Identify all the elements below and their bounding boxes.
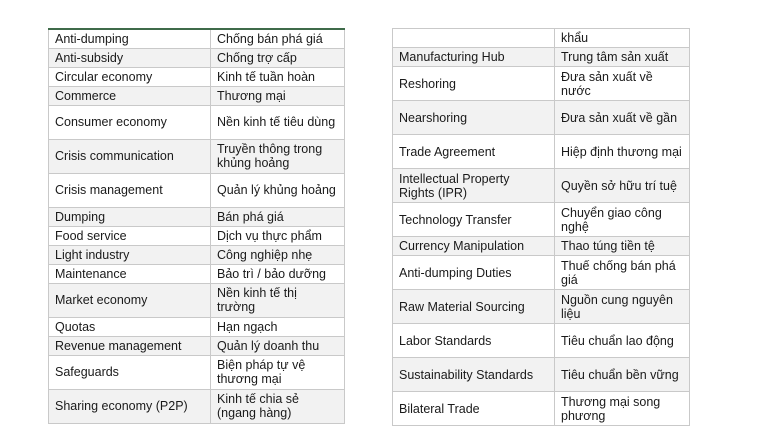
table-row [49,389,345,423]
term-vi: Kinh tế tuần hoàn [211,67,345,86]
table-row [49,86,345,105]
table-row [393,290,690,324]
term-en: Technology Transfer [393,203,555,237]
term-en: Market economy [49,283,211,317]
term-vi: khẩu [555,29,690,48]
term-en [393,29,555,48]
term-en: Crisis management [49,173,211,207]
term-vi: Biện pháp tự vệ thương mại [211,355,345,389]
term-en: Currency Manipulation [393,237,555,256]
term-en: Commerce [49,86,211,105]
term-vi: Nguồn cung nguyên liệu [555,290,690,324]
term-vi: Đưa sản xuất về gần [555,101,690,135]
table-row [393,358,690,392]
term-vi: Thao túng tiền tệ [555,237,690,256]
term-en: Trade Agreement [393,135,555,169]
table-row [49,317,345,336]
table-row [393,392,690,426]
term-en: Nearshoring [393,101,555,135]
term-vi: Quyền sở hữu trí tuệ [555,169,690,203]
table-row [49,283,345,317]
term-vi-text: Kinh tế chia sẻ (ngang hàng) [217,392,299,420]
table-row [49,105,345,139]
table-row [49,336,345,355]
term-en: Anti-dumping [49,29,211,48]
term-vi: Chuyển giao công nghệ [555,203,690,237]
term-vi: Hạn ngạch [211,317,345,336]
table-row [49,226,345,245]
term-vi: Tiêu chuẩn bền vững [555,358,690,392]
table-row [49,173,345,207]
glossary-table-left [48,28,345,424]
term-vi [555,392,690,426]
term-vi-text: Thương mại song phương [561,394,661,423]
term-en: Raw Material Sourcing [393,290,555,324]
term-vi: Đưa sản xuất về nước [555,67,690,101]
term-vi: Tiêu chuẩn lao động [555,324,690,358]
table-row [49,67,345,86]
table-row [393,135,690,169]
term-en: Reshoring [393,67,555,101]
table-row [393,256,690,290]
term-en: Quotas [49,317,211,336]
term-en: Crisis communication [49,139,211,173]
term-vi: Truyền thông trong khủng hoảng [211,139,345,173]
table-row [393,101,690,135]
term-en: Sustainability Standards [393,358,555,392]
term-vi: Bán phá giá [211,207,345,226]
term-vi: Chống bán phá giá [211,29,345,48]
table-row [393,169,690,203]
table-row [393,237,690,256]
table-row [49,139,345,173]
term-en: Intellectual Property Rights (IPR) [393,169,555,203]
term-en: Anti-subsidy [49,48,211,67]
term-vi: Công nghiệp nhẹ [211,245,345,264]
glossary-table-right [392,28,690,426]
table-row [49,264,345,283]
term-vi: Nền kinh tế thị trường [211,283,345,317]
term-vi: Dịch vụ thực phẩm [211,226,345,245]
term-en: Bilateral Trade [393,392,555,426]
term-en: Circular economy [49,67,211,86]
table-row [49,355,345,389]
term-en: Labor Standards [393,324,555,358]
term-en: Sharing economy (P2P) [49,389,211,423]
term-vi: Nền kinh tế tiêu dùng [211,105,345,139]
term-en: Anti-dumping Duties [393,256,555,290]
table-row [49,29,345,48]
term-en: Dumping [49,207,211,226]
term-en: Maintenance [49,264,211,283]
term-en: Light industry [49,245,211,264]
term-en: Safeguards [49,355,211,389]
term-en: Revenue management [49,336,211,355]
table-row [49,207,345,226]
term-vi: Trung tâm sản xuất [555,48,690,67]
term-vi: Thương mại [211,86,345,105]
term-en: Manufacturing Hub [393,48,555,67]
table-row [393,48,690,67]
table-row [393,203,690,237]
term-vi: Quản lý khủng hoảng [211,173,345,207]
term-vi: Hiệp định thương mại [555,135,690,169]
table-row [49,245,345,264]
term-vi [211,389,345,423]
table-row [393,67,690,101]
table-row [49,48,345,67]
term-vi: Quản lý doanh thu [211,336,345,355]
term-en: Consumer economy [49,105,211,139]
table-row [393,324,690,358]
term-vi: Chống trợ cấp [211,48,345,67]
term-vi: Thuế chống bán phá giá [555,256,690,290]
term-en: Food service [49,226,211,245]
table-row [393,29,690,48]
term-vi: Bảo trì / bảo dưỡng [211,264,345,283]
